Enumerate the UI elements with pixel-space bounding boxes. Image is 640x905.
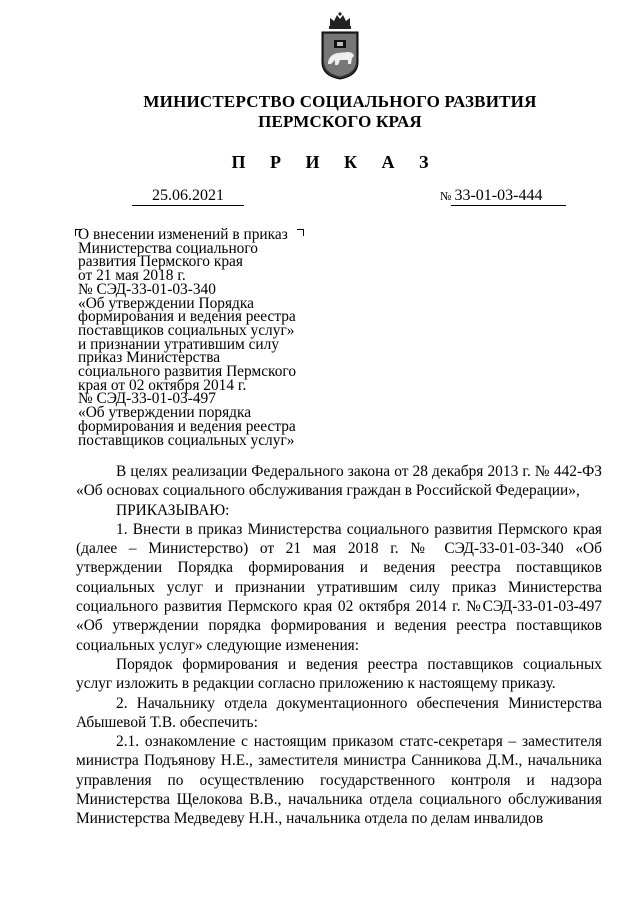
subject-line: приказ Министерства xyxy=(78,349,221,367)
subject-line: социального развития Пермского xyxy=(78,363,297,381)
order-command: ПРИКАЗЫВАЮ: xyxy=(116,501,230,519)
preamble-paragraph: В целях реализации Федерального закона от 28 декабря 2013 г. № 442-ФЗ «Об основах социального обслуживания граждан в Российской Федерации», xyxy=(76,463,602,500)
subject-line: и признании утратившим силу xyxy=(78,335,280,353)
perm-krai-coat-of-arms-icon xyxy=(318,12,362,80)
subject-line: от 21 мая 2018 г. xyxy=(78,267,186,285)
order-subject xyxy=(78,228,318,447)
subject-line: развития Пермского края xyxy=(78,253,243,271)
item-1-text-paragraph: Порядок формирования и ведения реестра поставщиков социальных услуг изложить в редакции согласно приложению к настоящему приказу. xyxy=(76,655,602,693)
item-2-1-paragraph: 2.1. ознакомление с настоящим приказом статс-секретаря – заместителя министра Подъянову Н.Е., заместителя министра Санникова Д.М., начальника управления по осуществлению государственного контроля и надзора Министерства Щелокова В.В., начальника отдела социального обслуживания Министерства Медведеву Н.Н., начальника отдела по делам инвалидов xyxy=(76,733,602,828)
subject-line: поставщиков социальных услуг» xyxy=(78,431,295,449)
order-number: 33-01-03-444 xyxy=(451,187,566,206)
subject-line: О внесении изменений в приказ xyxy=(78,226,288,243)
subject-line: «Об утверждении Порядка xyxy=(78,294,254,312)
subject-line: № СЭД-33-01-03-340 xyxy=(78,280,216,298)
subject-line: края от 02 октября 2014 г. xyxy=(78,376,247,394)
order-number-block xyxy=(440,187,566,206)
order-body xyxy=(76,462,602,829)
number-sign: № xyxy=(440,189,452,203)
subject-line: поставщиков социальных услуг» xyxy=(78,321,295,339)
subject-line: формирования и ведения реестра xyxy=(78,308,296,326)
subject-line: № СЭД-33-01-03-497 xyxy=(78,390,216,408)
subject-line: Министерства социального xyxy=(78,239,258,257)
document-type-title: П Р И К А З xyxy=(231,152,439,172)
subject-line: «Об утверждении порядка xyxy=(78,404,252,422)
subject-line: формирования и ведения реестра xyxy=(78,417,296,435)
ministry-name-line2: ПЕРМСКОГО КРАЯ xyxy=(258,112,422,131)
item-2-paragraph: 2. Начальнику отдела документационного обеспечения Министерства Абышевой Т.В. обеспечить: xyxy=(76,694,602,731)
ministry-name-line1: МИНИСТЕРСТВО СОЦИАЛЬНОГО РАЗВИТИЯ xyxy=(143,92,537,111)
item-1-paragraph: 1. Внести в приказ Министерства социального развития Пермского края (далее – Министерство) от 21 мая 2018 г. № СЭД-33-01-03-340 «Об утверждении Порядка формирования и ведения реестра поставщиков социальных услуг и признании утратившим силу приказ Министерства социального развития Пермского края 02 октября 2014 г. №СЭД-33-01-03-497 «Об утверждении порядка формирования и ведения реестра поставщиков социальных услуг» следующие изменения: xyxy=(76,520,602,654)
order-date: 25.06.2021 xyxy=(132,187,244,206)
